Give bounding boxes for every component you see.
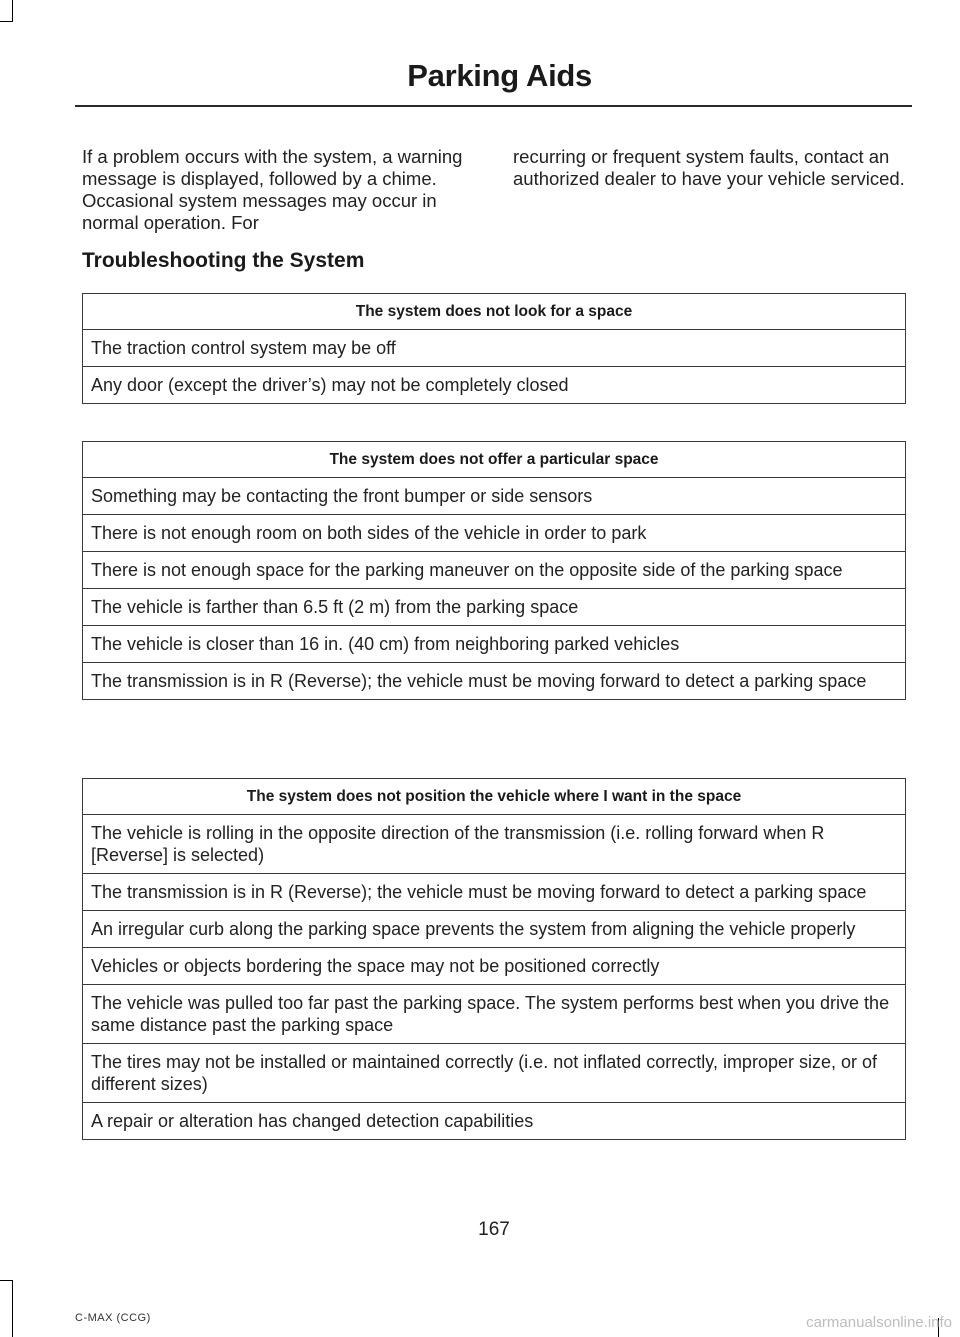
table-row: [83, 1044, 906, 1103]
table-row: [83, 330, 906, 367]
table-cell: The vehicle is rolling in the opposite direction of the transmission (i.e. rolling forward when R [Reverse] is selected): [83, 815, 906, 874]
troubleshoot-table-no-offer: [82, 441, 906, 700]
table-row: [83, 985, 906, 1044]
table-cell: Any door (except the driver’s) may not be completely closed: [83, 367, 906, 404]
table-header: The system does not offer a particular space: [83, 442, 906, 478]
crop-mark-top-left: [12, 0, 13, 22]
table-cell: There is not enough space for the parking maneuver on the opposite side of the parking space: [83, 552, 906, 589]
page-title: Parking Aids: [407, 58, 592, 93]
troubleshoot-table-no-search: [82, 293, 906, 404]
table-cell: The tires may not be installed or maintained correctly (i.e. not inflated correctly, improper size, or of different sizes): [83, 1044, 906, 1103]
crop-mark-top-left-h: [0, 21, 13, 22]
troubleshoot-table-position: [82, 778, 906, 1140]
table-cell: The vehicle was pulled too far past the parking space. The system performs best when you drive the same distance past the parking space: [83, 985, 906, 1044]
table-row: [83, 911, 906, 948]
table-header: The system does not look for a space: [83, 294, 906, 330]
header-divider: [75, 105, 912, 107]
table-row: [83, 478, 906, 515]
intro-text-right: recurring or frequent system faults, contact an authorized dealer to have your vehicle serviced.: [513, 146, 905, 189]
watermark[interactable]: carmanualsonline.info: [806, 1314, 952, 1331]
section-heading: Troubleshooting the System: [82, 249, 365, 272]
table-cell: The traction control system may be off: [83, 330, 906, 367]
table-row: [83, 552, 906, 589]
table-row: [83, 874, 906, 911]
table-cell: An irregular curb along the parking space prevents the system from aligning the vehicle properly: [83, 911, 906, 948]
table-cell: The transmission is in R (Reverse); the vehicle must be moving forward to detect a parking space: [83, 874, 906, 911]
table-cell: The vehicle is closer than 16 in. (40 cm) from neighboring parked vehicles: [83, 626, 906, 663]
page-number: 167: [478, 1219, 510, 1240]
intro-text-left: If a problem occurs with the system, a warning message is displayed, followed by a chime. Occasional system messages may occur in normal operation. For: [82, 146, 463, 233]
table-row: [83, 515, 906, 552]
table-row: [83, 815, 906, 874]
table-row: [83, 1103, 906, 1140]
table-cell: The transmission is in R (Reverse); the vehicle must be moving forward to detect a parking space: [83, 663, 906, 700]
crop-mark-bottom-left-h: [0, 1280, 13, 1281]
table-cell: There is not enough room on both sides of the vehicle in order to park: [83, 515, 906, 552]
table-cell: Vehicles or objects bordering the space may not be positioned correctly: [83, 948, 906, 985]
table-row: [83, 663, 906, 700]
table-row: [83, 589, 906, 626]
table-row: [83, 948, 906, 985]
table-cell: Something may be contacting the front bumper or side sensors: [83, 478, 906, 515]
table-row: [83, 626, 906, 663]
table-cell: A repair or alteration has changed detection capabilities: [83, 1103, 906, 1140]
table-row: [83, 367, 906, 404]
table-header: The system does not position the vehicle where I want in the space: [83, 779, 906, 815]
table-cell: The vehicle is farther than 6.5 ft (2 m) from the parking space: [83, 589, 906, 626]
model-code: C-MAX (CCG): [75, 1312, 151, 1324]
crop-mark-bottom-left: [12, 1280, 13, 1337]
